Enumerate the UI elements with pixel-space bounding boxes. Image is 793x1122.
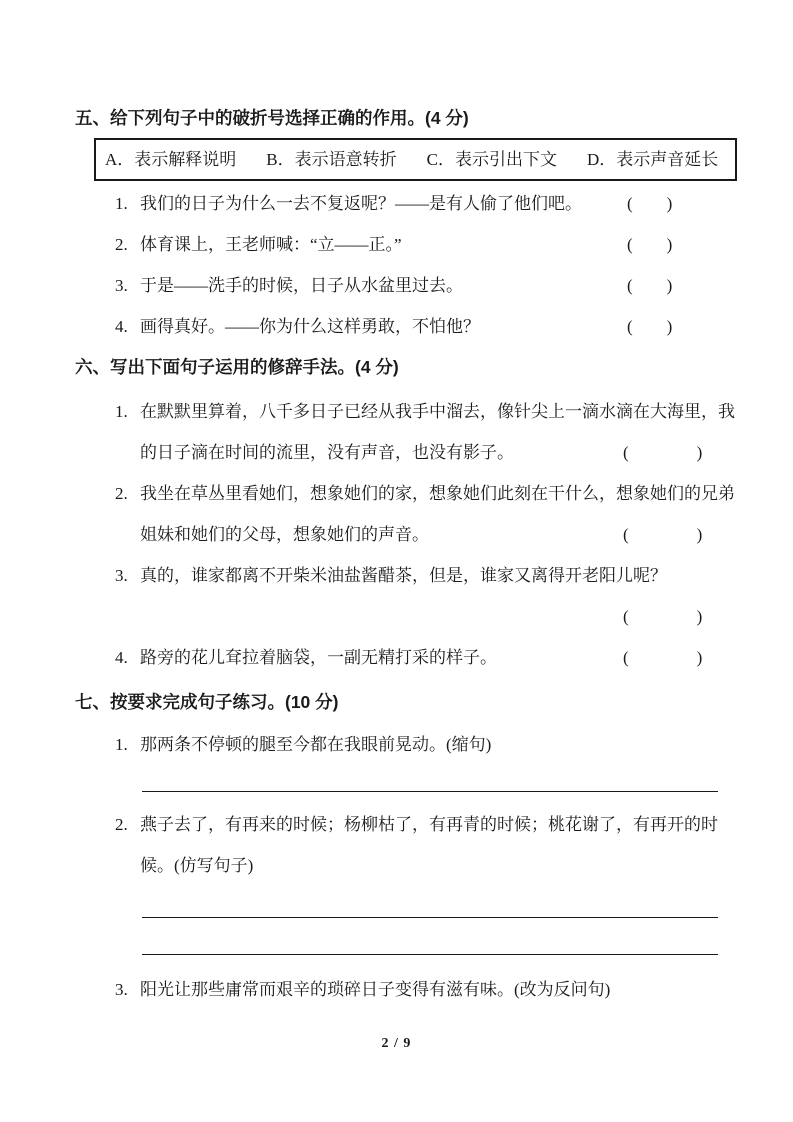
question-text: 阳光让那些庸常而艰辛的琐碎日子变得有滋有味。(改为反问句) <box>140 980 611 999</box>
option-d: D．表示声音延长 <box>586 149 719 169</box>
answer-line <box>142 917 718 918</box>
question-item <box>115 183 740 224</box>
answer-blank: ( ) <box>623 607 703 626</box>
question-text: 我坐在草丛里看她们，想象她们的家，想象她们此刻在干什么，想象她们的兄弟姐妹和她们的父母，想象她们的声音。 <box>140 484 735 544</box>
answer-blank: ( ) <box>627 194 673 213</box>
question-number: 2. <box>115 815 128 834</box>
option-b: B．表示语意转折 <box>266 149 397 169</box>
question-number: 2. <box>115 235 128 254</box>
section-6-heading: 六、写出下面句子运用的修辞手法。(4 分) <box>75 357 399 377</box>
question-number: 1. <box>115 194 128 213</box>
question-text: 我们的日子为什么一去不复返呢？——是有人偷了他们吧。 <box>140 194 582 213</box>
question-item <box>115 724 740 765</box>
answer-blank: ( ) <box>623 648 703 667</box>
section-5-heading: 五、给下列句子中的破折号选择正确的作用。(4 分) <box>75 108 469 128</box>
section-6-questions <box>115 391 740 678</box>
answer-blank: ( ) <box>627 317 673 336</box>
question-number: 2. <box>115 484 128 503</box>
question-number: 3. <box>115 980 128 999</box>
answer-blank-row <box>140 596 740 637</box>
option-c: C．表示引出下文 <box>426 149 557 169</box>
question-item <box>115 473 740 555</box>
question-item <box>115 391 740 473</box>
question-number: 4. <box>115 648 128 667</box>
question-text: 在默默里算着，八千多日子已经从我手中溜去，像针尖上一滴水滴在大海里，我的日子滴在时间的流里，没有声音，也没有影子。 <box>140 402 735 462</box>
question-number: 1. <box>115 402 128 421</box>
question-item <box>115 306 740 347</box>
question-text: 画得真好。——你为什么这样勇敢，不怕他？ <box>140 317 480 336</box>
section-5-questions <box>115 183 740 347</box>
question-text: 那两条不停顿的腿至今都在我眼前晃动。(缩句) <box>140 735 492 754</box>
question-number: 1. <box>115 735 128 754</box>
question-item <box>115 804 740 886</box>
question-number: 3. <box>115 566 128 585</box>
question-number: 4. <box>115 317 128 336</box>
page-number: 2 / 9 <box>381 1036 412 1051</box>
answer-blank: ( ) <box>627 276 673 295</box>
answer-blank: ( ) <box>623 443 703 462</box>
section-7-heading: 七、按要求完成句子练习。(10 分) <box>75 692 339 712</box>
question-text: 于是——洗手的时候，日子从水盆里过去。 <box>140 276 463 295</box>
answer-blank: ( ) <box>627 235 673 254</box>
answer-line <box>142 791 718 792</box>
question-item <box>115 265 740 306</box>
question-text: 路旁的花儿耷拉着脑袋，一副无精打采的样子。 <box>140 648 497 667</box>
answer-blank: ( ) <box>623 525 703 544</box>
question-item <box>115 637 740 678</box>
question-item <box>115 555 740 596</box>
question-number: 3. <box>115 276 128 295</box>
question-text: 体育课上，王老师喊：“立——正。” <box>140 235 402 254</box>
answer-line <box>142 954 718 955</box>
question-item <box>115 969 740 1010</box>
options-box <box>94 138 737 181</box>
option-a: A．表示解释说明 <box>105 149 237 169</box>
question-text: 真的，谁家都离不开柴米油盐酱醋茶，但是，谁家又离得开老阳儿呢？ <box>140 566 667 585</box>
question-text: 燕子去了，有再来的时候；杨柳枯了，有再青的时候；桃花谢了，有再开的时候。(仿写句子) <box>140 815 718 875</box>
question-item <box>115 224 740 265</box>
